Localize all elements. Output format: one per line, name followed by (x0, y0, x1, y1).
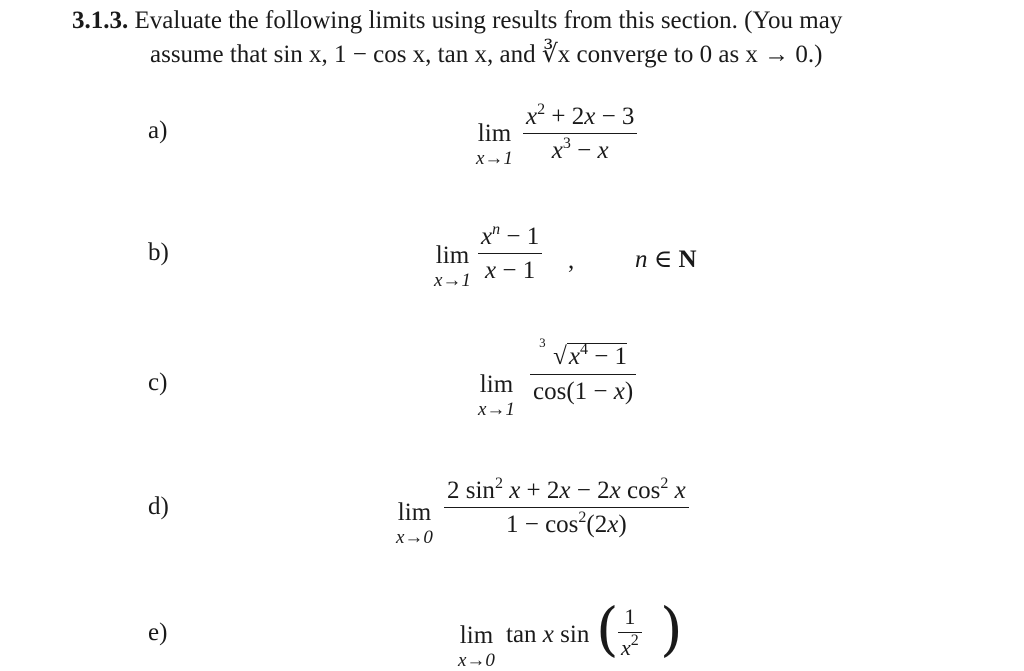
item-label-c: c) (148, 369, 168, 396)
left-paren: ( (596, 595, 619, 663)
cube-root: 3 $√x^4 - 1$ (539, 335, 628, 370)
lim-word: lim (459, 622, 494, 649)
lim-subscript: x→0 (396, 527, 433, 548)
expression-e: tan x sin (506, 621, 590, 648)
item-label-d: d) (148, 493, 169, 520)
denominator-b: x − 1 (485, 257, 536, 284)
limit-c (478, 372, 515, 419)
comma: , (568, 247, 575, 274)
lim-word: lim (477, 120, 512, 147)
fraction-b (478, 221, 542, 284)
fraction-c (530, 335, 636, 406)
limit-d (396, 500, 433, 547)
lim-word: lim (435, 242, 470, 269)
exercise-number: 3.1.3. (72, 7, 129, 34)
lim-word: lim (479, 371, 514, 398)
denominator-d: $1 - \cos^2(2x)$ (505, 509, 627, 538)
denominator-a: $x^3 - x$ (551, 135, 609, 164)
item-label-b: b) (148, 239, 169, 266)
numerator-a: $x^2 + 2x - 3$ (526, 101, 635, 130)
instruction-line-1: Evaluate the following limits using results from this section. (You may (134, 7, 843, 34)
right-paren: ) (660, 595, 683, 663)
limit-b (434, 243, 471, 290)
fraction-d (444, 475, 689, 538)
limit-a (476, 121, 513, 168)
fraction-e (618, 606, 642, 659)
item-label-e: e) (148, 619, 168, 646)
exercise-header (72, 4, 1012, 72)
denominator-c: cos(1 − x) (533, 378, 634, 406)
denominator-e: $x^2$ (621, 632, 639, 660)
lim-subscript: x→1 (434, 270, 471, 291)
lim-subscript: x→1 (478, 399, 515, 420)
lim-word: lim (397, 499, 432, 526)
numerator-c (536, 335, 630, 374)
numerator-d: 2 $\sin^2 x + 2x - 2x$ $\cos^2 x$ (447, 475, 686, 504)
instruction-line-2: assume that sin x, 1 − cos x, tan x, and ∛x converge to 0 as x → 0.) (150, 41, 823, 68)
numerator-e: 1 (624, 604, 636, 629)
lim-subscript: x→0 (458, 650, 495, 671)
item-label-a: a) (148, 117, 168, 144)
limit-e (458, 623, 495, 670)
numerator-b: $x^n - 1$ (481, 221, 540, 250)
condition-b: n ∈ N (635, 246, 697, 273)
lim-subscript: x→1 (476, 148, 513, 169)
fraction-a (523, 101, 637, 164)
